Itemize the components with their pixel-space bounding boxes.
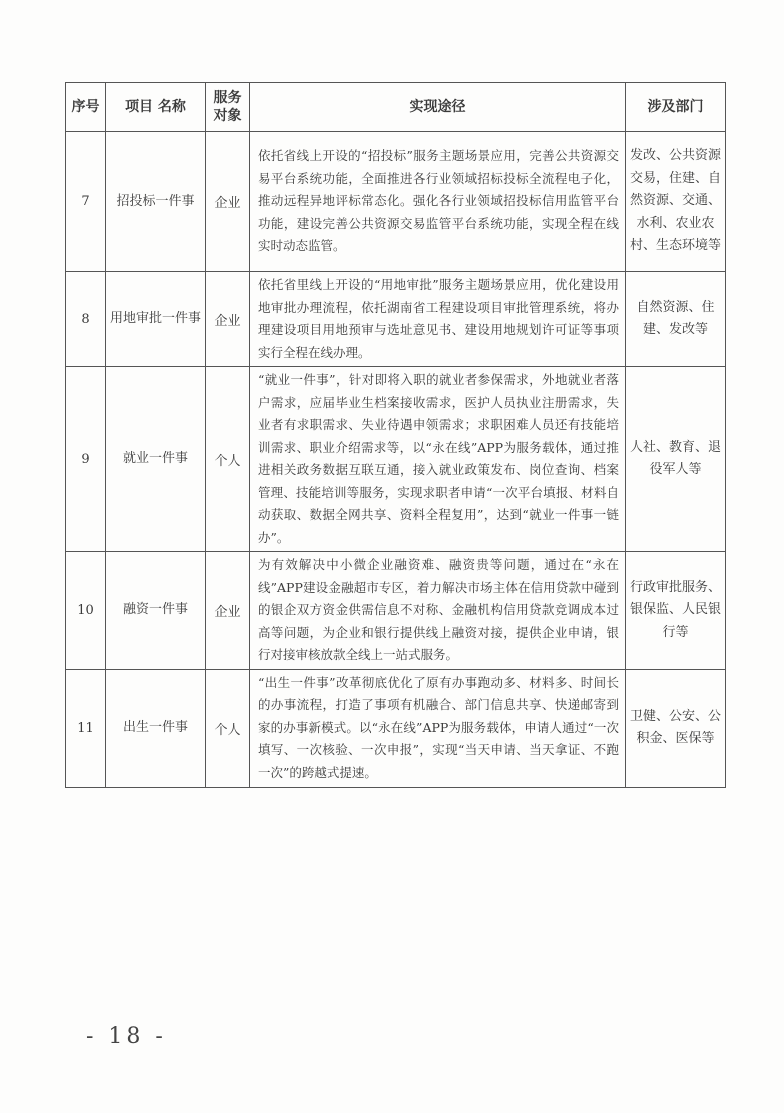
- table-row: [66, 272, 726, 367]
- row-path: 依托省线上开设的“招投标”服务主题场景应用，完善公共资源交易平台系统功能，全面推进各行业领域招标投标全流程电子化，推动远程异地评标常态化。强化各行业领域招投标信用监管平台功能，建设完善公共资源交易监管平台系统功能，实现全程在线实时动态监管。: [250, 132, 626, 272]
- header-dept: 涉及部门: [626, 83, 726, 132]
- table-row: [66, 367, 726, 552]
- row-dept: 卫健、公安、公积金、医保等: [626, 669, 726, 787]
- table-row: [66, 552, 726, 670]
- row-name: 出生一件事: [106, 669, 206, 787]
- row-service: 个人: [206, 367, 250, 552]
- row-service: 企业: [206, 272, 250, 367]
- service-items-table: [65, 82, 726, 788]
- row-name: 融资一件事: [106, 552, 206, 670]
- row-no: 10: [66, 552, 106, 670]
- row-no: 8: [66, 272, 106, 367]
- header-path: 实现途径: [250, 83, 626, 132]
- row-dept: 人社、教育、退役军人等: [626, 367, 726, 552]
- table-header-row: [66, 83, 726, 132]
- header-name: 项目 名称: [106, 83, 206, 132]
- row-name: 用地审批一件事: [106, 272, 206, 367]
- row-path: “就业一件事”，针对即将入职的就业者参保需求，外地就业者落户需求，应届毕业生档案接收需求，医护人员执业注册需求，失业者有求职需求、失业待遇申领需求；求职困难人员还有技能培训需求、职业介绍需求等，以“永在线”APP为服务载体，通过推进相关政务数据互联互通，接入就业政策发布、岗位查询、档案管理、技能培训等服务，实现求职者申请“一次平台填报、材料自动获取、数据全网共享、资料全程复用”，达到“就业一件事一链办”。: [250, 367, 626, 552]
- row-dept: 自然资源、住建、发改等: [626, 272, 726, 367]
- row-no: 9: [66, 367, 106, 552]
- row-service: 企业: [206, 552, 250, 670]
- page-number: - 18 -: [86, 1024, 167, 1049]
- row-path: 依托省里线上开设的“用地审批”服务主题场景应用，优化建设用地审批办理流程，依托湖南省工程建设项目审批管理系统，将办理建设项目用地预审与选址意见书、建设用地规划许可证等事项实行全程在线办理。: [250, 272, 626, 367]
- row-dept: 行政审批服务、银保监、人民银行等: [626, 552, 726, 670]
- row-name: 招投标一件事: [106, 132, 206, 272]
- header-service: 服务对象: [206, 83, 250, 132]
- row-service: 企业: [206, 132, 250, 272]
- row-path: “出生一件事”改革彻底优化了原有办事跑动多、材料多、时间长的办事流程，打造了事项有机融合、部门信息共享、快递邮寄到家的办事新模式。以“永在线”APP为服务载体，申请人通过“一次填写、一次核验、一次申报”，实现“当天申请、当天拿证、不跑一次”的跨越式提速。: [250, 669, 626, 787]
- row-name: 就业一件事: [106, 367, 206, 552]
- row-service: 个人: [206, 669, 250, 787]
- row-no: 11: [66, 669, 106, 787]
- table-row: [66, 669, 726, 787]
- table-row: [66, 132, 726, 272]
- row-no: 7: [66, 132, 106, 272]
- row-dept: 发改、公共资源交易，住建、自然资源、交通、水利、农业农村、生态环境等: [626, 132, 726, 272]
- header-no: 序号: [66, 83, 106, 132]
- row-path: 为有效解决中小微企业融资难、融资贵等问题，通过在“永在线”APP建设金融超市专区，着力解决市场主体在信用贷款中碰到的银企双方资金供需信息不对称、金融机构信用贷款竞调成本过高等问题，为企业和银行提供线上融资对接，提供企业申请，银行对接审核放款全线上一站式服务。: [250, 552, 626, 670]
